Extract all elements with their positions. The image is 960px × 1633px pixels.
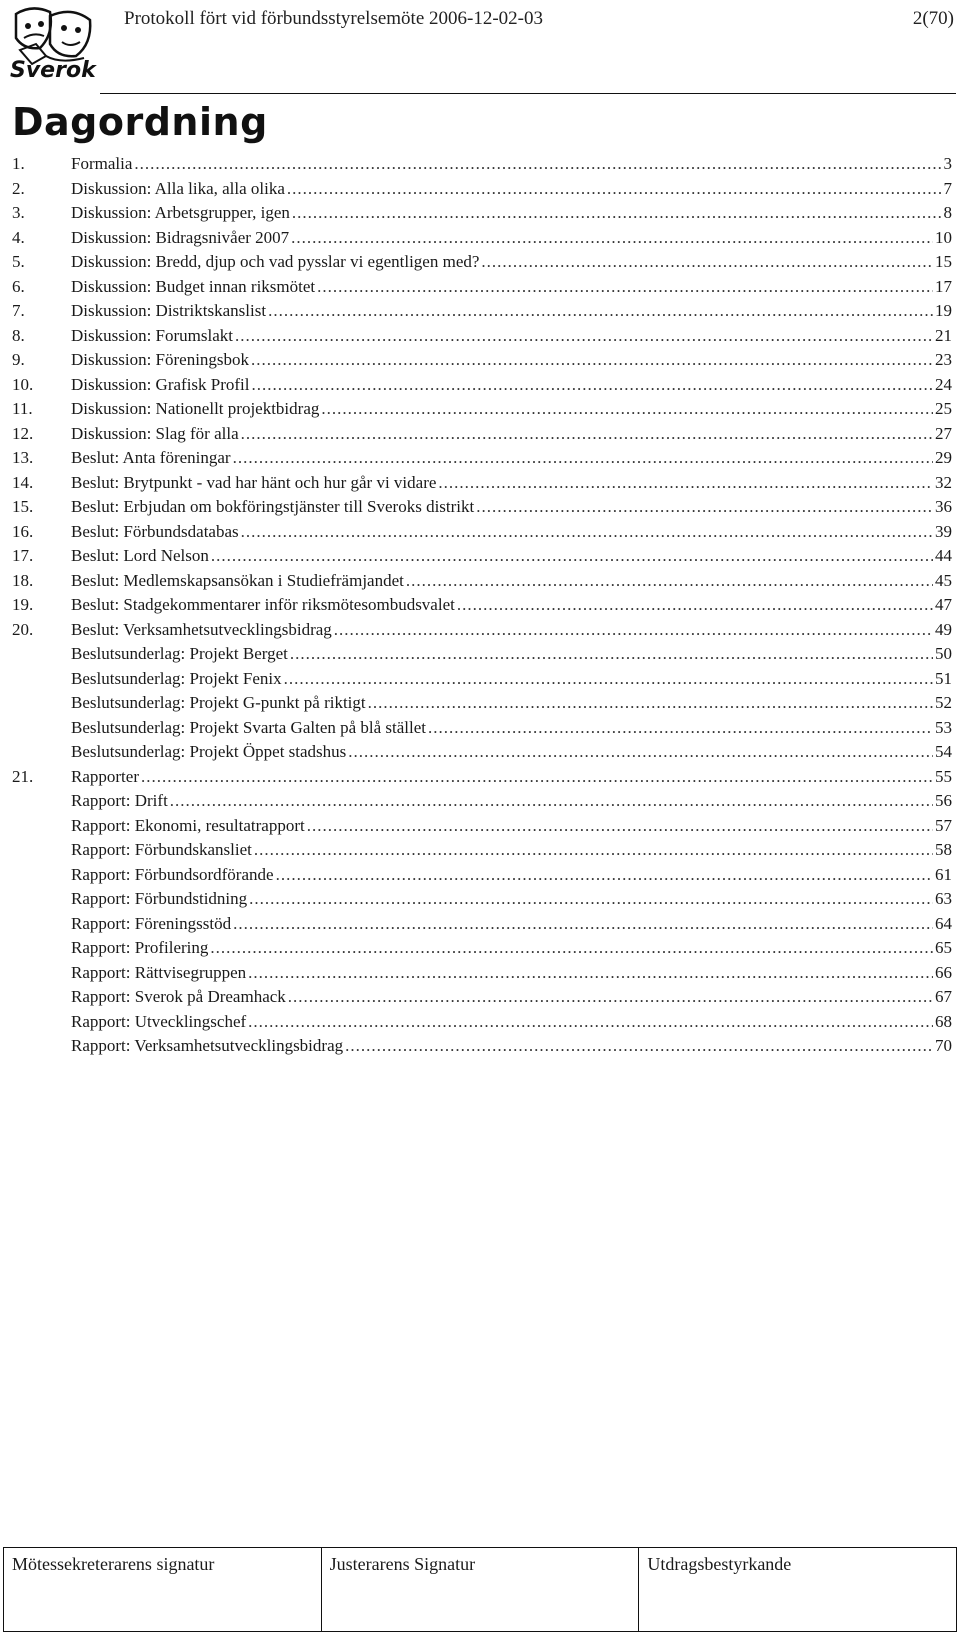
toc-entry-title: Diskussion: Budget innan riksmötet <box>71 276 316 296</box>
toc-entry-number: 3. <box>12 203 25 222</box>
toc-entry-page: 15 <box>935 252 952 271</box>
toc-dot-leader <box>284 667 933 691</box>
toc-entry-title: Beslut: Anta föreningar <box>71 448 231 467</box>
toc-entry-title: Beslut: Stadgekommentarer inför riksmötesombudsvalet <box>71 595 455 614</box>
toc-dot-leader <box>241 422 933 446</box>
toc-entry-page: 56 <box>935 791 952 810</box>
toc-dot-leader <box>321 397 933 421</box>
toc-entry-title: Rapport: Ekonomi, resultatrapport <box>71 815 305 835</box>
toc-entry-page: 49 <box>935 619 952 639</box>
toc-entry-page: 54 <box>935 742 952 761</box>
toc-entry-page: 52 <box>935 693 952 712</box>
toc-entry-page: 32 <box>935 472 952 492</box>
toc-entry-page: 58 <box>935 840 952 859</box>
toc-entry-title: Rapporter <box>71 766 139 786</box>
toc-entry-number: 8. <box>12 325 25 345</box>
toc-entry-number: 19. <box>12 595 34 614</box>
toc-entry-page: 50 <box>935 644 952 663</box>
toc-entry-page: 67 <box>935 987 952 1006</box>
toc-entry[interactable] <box>12 667 952 692</box>
toc-entry-number: 11. <box>12 399 33 418</box>
toc-entry[interactable] <box>12 618 952 643</box>
toc-entry-page: 47 <box>935 595 952 614</box>
toc-entry-title: Beslut: Förbundsdatabas <box>71 521 239 541</box>
toc-entry-title: Rapport: Verksamhetsutvecklingsbidrag <box>71 1036 344 1055</box>
toc-entry[interactable] <box>12 642 952 667</box>
table-of-contents <box>12 152 952 1059</box>
toc-dot-leader <box>248 1010 933 1034</box>
toc-entry[interactable] <box>12 985 952 1010</box>
toc-entry-number: 6. <box>12 276 25 296</box>
toc-dot-leader <box>292 201 942 225</box>
toc-entry[interactable] <box>12 936 952 961</box>
toc-entry[interactable] <box>12 789 952 814</box>
toc-entry-title: Rapport: Förbundskansliet <box>71 840 252 859</box>
toc-dot-leader <box>268 299 933 323</box>
toc-entry-title: Beslutsunderlag: Projekt Öppet stadshus <box>71 742 347 761</box>
toc-entry[interactable] <box>12 838 952 863</box>
toc-dot-leader <box>254 838 933 862</box>
toc-entry-page: 27 <box>935 423 952 443</box>
toc-entry-title: Beslut: Brytpunkt - vad har hänt och hur går vi vidare <box>71 472 437 492</box>
toc-dot-leader <box>290 642 933 666</box>
toc-entry[interactable] <box>12 495 952 520</box>
toc-entry[interactable] <box>12 765 952 790</box>
toc-entry[interactable] <box>12 814 952 839</box>
toc-entry-title: Rapport: Sverok på Dreamhack <box>71 987 286 1006</box>
document-title: Protokoll fört vid förbundsstyrelsemöte 2006-12-02-03 <box>124 8 544 29</box>
toc-entry[interactable] <box>12 863 952 888</box>
toc-dot-leader <box>141 765 933 789</box>
toc-entry-page: 65 <box>935 938 952 957</box>
toc-entry-page: 17 <box>935 276 952 296</box>
toc-entry[interactable] <box>12 544 952 569</box>
toc-entry-page: 19 <box>935 301 952 320</box>
toc-entry-title: Beslut: Erbjudan om bokföringstjänster till Sveroks distrikt <box>71 497 475 516</box>
toc-dot-leader <box>241 520 933 544</box>
toc-entry-title: Rapport: Förbundstidning <box>71 889 248 908</box>
toc-entry[interactable] <box>12 348 952 373</box>
toc-entry-number: 20. <box>12 619 34 639</box>
toc-entry-number: 16. <box>12 521 34 541</box>
toc-entry-title: Rapport: Profilering <box>71 938 209 957</box>
toc-entry-title: Rapport: Föreningsstöd <box>71 913 232 933</box>
toc-entry[interactable] <box>12 373 952 398</box>
toc-entry-title: Diskussion: Föreningsbok <box>71 350 250 369</box>
toc-entry[interactable] <box>12 275 952 300</box>
toc-entry-page: 45 <box>935 570 952 590</box>
toc-entry-page: 3 <box>943 154 952 173</box>
toc-entry-page: 55 <box>935 766 952 786</box>
toc-dot-leader <box>348 740 933 764</box>
toc-dot-leader <box>345 1034 933 1058</box>
toc-entry-number: 12. <box>12 423 34 443</box>
toc-dot-leader <box>233 446 933 470</box>
toc-dot-leader <box>406 569 933 593</box>
toc-entry-page: 8 <box>943 203 952 222</box>
signature-cell-adjuster: Justerarens Signatur <box>322 1548 640 1631</box>
toc-entry[interactable] <box>12 299 952 324</box>
toc-dot-leader <box>276 863 933 887</box>
toc-dot-leader <box>438 471 933 495</box>
toc-dot-leader <box>233 912 933 936</box>
toc-entry-title: Rapport: Rättvisegruppen <box>71 962 247 982</box>
signature-cell-certification: Utdragsbestyrkande <box>647 1554 792 1574</box>
toc-entry-page: 44 <box>935 546 952 565</box>
toc-entry-title: Diskussion: Bredd, djup och vad pysslar vi egentligen med? <box>71 252 480 271</box>
toc-dot-leader <box>334 618 933 642</box>
toc-entry-page: 21 <box>935 325 952 345</box>
page-indicator: 2(70) <box>912 8 954 29</box>
toc-entry-title: Beslutsunderlag: Projekt Svarta Galten på blå stället <box>71 717 427 737</box>
page-title: Dagordning <box>12 100 268 144</box>
toc-entry[interactable] <box>12 226 952 251</box>
toc-entry-title: Diskussion: Forumslakt <box>71 325 233 345</box>
toc-dot-leader <box>210 936 933 960</box>
toc-entry-title: Formalia <box>71 154 133 173</box>
toc-entry[interactable] <box>12 152 952 177</box>
toc-entry[interactable] <box>12 716 952 741</box>
toc-entry-title: Rapport: Förbundsordförande <box>71 864 274 884</box>
toc-entry-number: 7. <box>12 301 25 320</box>
toc-entry-page: 66 <box>935 962 952 982</box>
toc-entry-title: Diskussion: Alla lika, alla olika <box>71 178 285 198</box>
toc-entry[interactable] <box>12 961 952 986</box>
signature-table <box>3 1547 957 1632</box>
toc-entry-page: 24 <box>935 374 952 394</box>
toc-entry[interactable] <box>12 201 952 226</box>
toc-entry[interactable] <box>12 446 952 471</box>
toc-dot-leader <box>134 152 941 176</box>
toc-entry-title: Beslut: Verksamhetsutvecklingsbidrag <box>71 619 332 639</box>
toc-entry-number: 17. <box>12 546 34 565</box>
toc-entry-title: Rapport: Utvecklingschef <box>71 1011 247 1031</box>
toc-entry-title: Rapport: Drift <box>71 791 168 810</box>
toc-entry[interactable] <box>12 740 952 765</box>
toc-entry-number: 21. <box>12 766 34 786</box>
toc-entry[interactable] <box>12 1010 952 1035</box>
toc-dot-leader <box>249 887 933 911</box>
toc-entry[interactable] <box>12 250 952 275</box>
toc-entry-page: 68 <box>935 1011 952 1031</box>
toc-entry[interactable] <box>12 324 952 349</box>
toc-dot-leader <box>481 250 933 274</box>
toc-entry-page: 36 <box>935 497 952 516</box>
toc-entry-title: Diskussion: Arbetsgrupper, igen <box>71 203 290 222</box>
toc-entry[interactable] <box>12 569 952 594</box>
toc-dot-leader <box>252 373 934 397</box>
toc-dot-leader <box>317 275 933 299</box>
toc-entry-title: Diskussion: Bidragsnivåer 2007 <box>71 227 290 247</box>
toc-entry-number: 15. <box>12 497 34 516</box>
toc-entry-page: 70 <box>935 1036 952 1055</box>
toc-entry-title: Beslutsunderlag: Projekt Berget <box>71 644 288 663</box>
toc-entry-title: Diskussion: Grafisk Profil <box>71 374 250 394</box>
toc-dot-leader <box>248 961 933 985</box>
toc-entry-number: 13. <box>12 448 34 467</box>
toc-entry-page: 61 <box>935 864 952 884</box>
signature-cell-secretary: Mötessekreterarens signatur <box>4 1548 322 1631</box>
toc-dot-leader <box>288 985 933 1009</box>
toc-entry[interactable] <box>12 691 952 716</box>
toc-entry-number: 18. <box>12 570 34 590</box>
toc-entry[interactable] <box>12 397 952 422</box>
toc-entry-number: 5. <box>12 252 25 271</box>
toc-entry-title: Beslutsunderlag: Projekt G-punkt på riktigt <box>71 693 366 712</box>
toc-entry-number: 1. <box>12 154 25 173</box>
toc-entry-number: 14. <box>12 472 34 492</box>
toc-dot-leader <box>476 495 933 519</box>
toc-dot-leader <box>235 324 933 348</box>
toc-entry-number: 10. <box>12 374 34 394</box>
toc-dot-leader <box>291 226 933 250</box>
logo-wordmark: Sverok <box>10 58 96 83</box>
toc-entry[interactable] <box>12 471 952 496</box>
toc-entry[interactable] <box>12 912 952 937</box>
toc-entry[interactable] <box>12 1034 952 1059</box>
toc-entry[interactable] <box>12 593 952 618</box>
toc-dot-leader <box>457 593 933 617</box>
header-divider <box>100 93 956 94</box>
toc-dot-leader <box>170 789 933 813</box>
toc-entry-page: 39 <box>935 521 952 541</box>
toc-dot-leader <box>211 544 933 568</box>
toc-entry-title: Diskussion: Distriktskanslist <box>71 301 267 320</box>
toc-dot-leader <box>307 814 933 838</box>
toc-entry-title: Diskussion: Slag för alla <box>71 423 239 443</box>
toc-entry[interactable] <box>12 520 952 545</box>
toc-entry-page: 10 <box>935 227 952 247</box>
toc-entry-title: Beslut: Medlemskapsansökan i Studiefrämjandet <box>71 570 404 590</box>
toc-entry-page: 23 <box>935 350 952 369</box>
toc-entry-page: 53 <box>935 717 952 737</box>
toc-entry-number: 2. <box>12 178 25 198</box>
toc-entry-page: 51 <box>935 668 952 688</box>
toc-entry-number: 9. <box>12 350 25 369</box>
toc-entry-title: Diskussion: Nationellt projektbidrag <box>71 399 320 418</box>
toc-dot-leader <box>368 691 933 715</box>
toc-entry-title: Beslut: Lord Nelson <box>71 546 209 565</box>
toc-entry-page: 57 <box>935 815 952 835</box>
toc-entry-page: 29 <box>935 448 952 467</box>
toc-entry[interactable] <box>12 422 952 447</box>
toc-entry[interactable] <box>12 887 952 912</box>
toc-entry-page: 25 <box>935 399 952 418</box>
toc-entry-page: 64 <box>935 913 952 933</box>
toc-dot-leader <box>251 348 933 372</box>
toc-entry-number: 4. <box>12 227 25 247</box>
toc-entry-title: Beslutsunderlag: Projekt Fenix <box>71 668 282 688</box>
toc-entry[interactable] <box>12 177 952 202</box>
sverok-logo <box>10 4 96 86</box>
toc-entry-page: 7 <box>943 178 952 198</box>
toc-dot-leader <box>287 177 942 201</box>
toc-entry-page: 63 <box>935 889 952 908</box>
toc-dot-leader <box>428 716 933 740</box>
